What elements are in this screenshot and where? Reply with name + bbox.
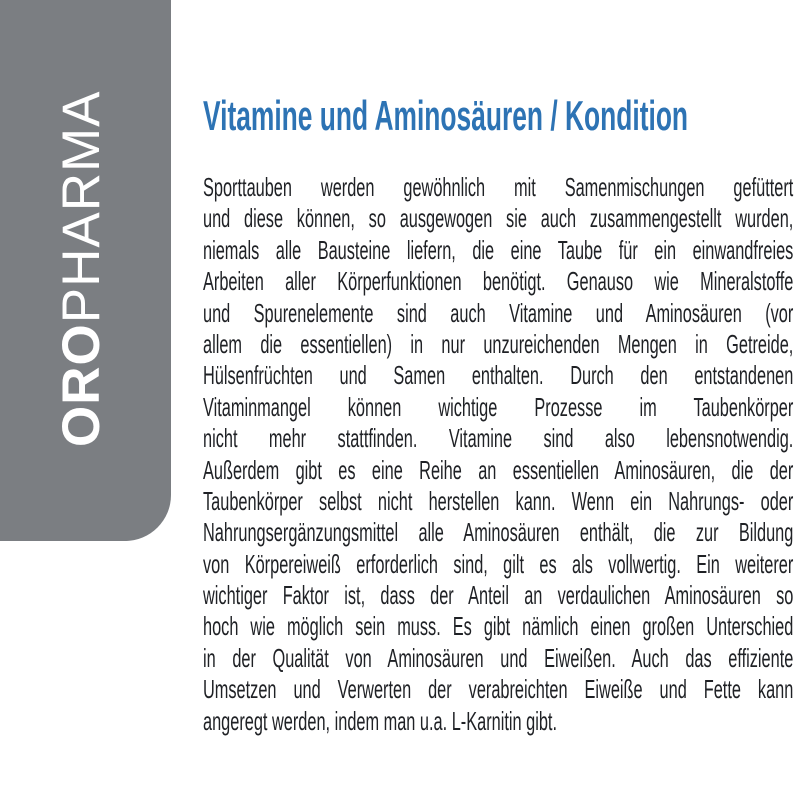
body-line: in der Qualität von Aminosäuren und Eiweißen. Auch das effiziente [203,642,794,673]
article-title: Vitamine und Aminosäuren / Kondition [203,92,689,139]
body-line: und Spurenelemente sind auch Vitamine und Aminosäuren (vor [203,297,794,328]
brand-logo-vertical [52,90,111,448]
sidebar [0,0,171,541]
body-line: Außerdem gibt es eine Reihe an essentiellen Aminosäuren, die der [203,454,794,485]
body-line: wichtiger Faktor ist, dass der Anteil an verdaulichen Aminosäuren so [203,580,794,611]
body-line: niemals alle Bausteine liefern, die eine Taube für ein einwandfreies [203,234,794,265]
body-line: Hülsenfrüchten und Samen enthalten. Durch den entstandenen [203,360,794,391]
body-line: Nahrungsergänzungsmittel alle Aminosäuren enthält, die zur Bildung [203,517,794,548]
body-line: Sporttauben werden gewöhnlich mit Samenmischungen gefüttert [203,172,794,202]
article [203,94,793,737]
body-line: Taubenkörper selbst nicht herstellen kann. Wenn ein Nahrungs- oder [203,485,794,516]
body-line: Arbeiten aller Körperfunktionen benötigt. Genauso wie Mineralstoffe [203,266,794,297]
body-line: Umsetzen und Verwerten der verabreichten Eiweiße und Fette kann [203,674,794,705]
brand-text-bold: ORO [52,323,111,447]
body-line: von Körpereiweiß erforderlich sind, gilt es als vollwertig. Ein weiterer [203,548,794,579]
body-line: hoch wie möglich sein muss. Es gibt nämlich einen großen Unterschied [203,611,794,642]
body-line: und diese können, so ausgewogen sie auch zusammengestellt wurden, [203,203,794,234]
body-line: Vitaminmangel können wichtige Prozesse im Taubenkörper [203,391,794,422]
body-line: nicht mehr stattfinden. Vitamine sind also lebensnotwendig. [203,423,794,454]
body-paragraph [203,172,793,737]
body-line: angeregt werden, indem man u.a. L-Karnitin gibt. [203,705,557,736]
body-line: allem die essentiellen) in nur unzureichenden Mengen in Getreide, [203,328,794,359]
brand-text-light: PHARMA [52,90,111,324]
